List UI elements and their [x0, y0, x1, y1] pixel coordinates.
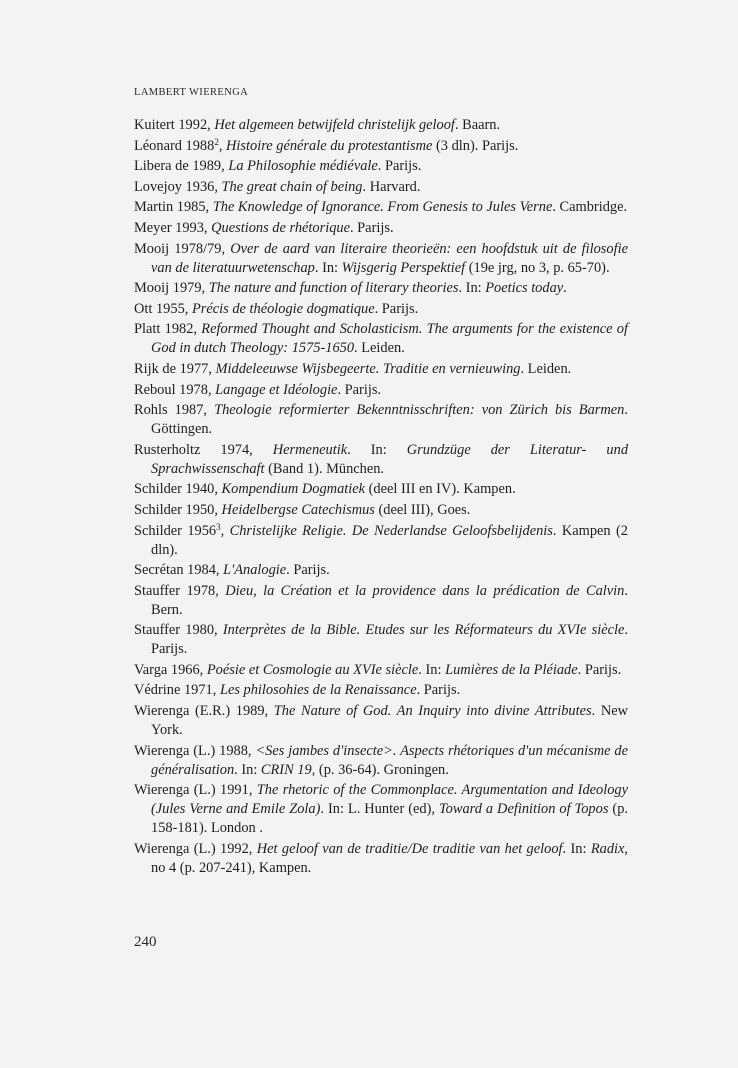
entry-text: Ott 1955, [134, 300, 192, 317]
entry-title: Christelijke Religie. De Nederlandse Geloofsbelijdenis [229, 522, 553, 539]
bibliography-entry [134, 501, 628, 520]
entry-text: , no 4 (p. 207-241), Kampen. [151, 840, 629, 876]
bibliography-entry [134, 661, 628, 680]
entry-text: . Baarn. [454, 117, 501, 133]
entry-text: Stauffer 1980, [134, 622, 223, 639]
entry-text: . Parijs. [151, 622, 628, 658]
edition-superscript: 3 [216, 521, 221, 532]
bibliography-entry [134, 137, 628, 156]
bibliography-entry [134, 480, 628, 499]
bibliography-entry [134, 840, 628, 878]
entry-title: Reformed Thought and Scholasticism. The arguments for the existence of God in dutch Theology: 1575-1650 [151, 321, 628, 357]
entry-text: Rijk de 1977, [134, 360, 216, 377]
entry-text: . Bern. [151, 582, 628, 618]
entry-text: . In: [562, 840, 591, 857]
entry-title: The nature and function of literary theories [208, 280, 459, 297]
entry-text: Wierenga (L.) 1992, [134, 840, 257, 857]
entry-text: . Parijs. [577, 661, 622, 678]
entry-text: . [563, 280, 567, 297]
bibliography-entry [134, 401, 628, 439]
bibliography-entry [134, 561, 628, 580]
bibliography-entry [134, 219, 628, 238]
bibliography-entry [134, 178, 628, 197]
entry-text: Libera de 1989, [134, 158, 229, 175]
bibliography-entry [134, 116, 628, 135]
entry-text: (Band 1). München. [264, 460, 385, 477]
entry-title: Het algemeen betwijfeld christelijk geloof [214, 117, 455, 133]
entry-text: Wierenga (E.R.) 1989, [134, 703, 274, 720]
entry-text: , (p. 36-64). Groningen. [311, 761, 449, 778]
entry-title: <Ses jambes d'insecte>. Aspects rhétoriques d'un mécanisme de généralisation [151, 742, 628, 778]
entry-text: . In: [314, 259, 342, 276]
entry-text: . Leiden. [354, 340, 405, 357]
entry-text: . Parijs. [374, 300, 419, 317]
entry-text: Léonard 1988 [134, 137, 215, 154]
entry-title: Theologie reformierter Bekenntnisschriften: von Zürich bis Barmen [214, 402, 625, 419]
bibliography-entry [134, 240, 628, 278]
entry-title: Précis de théologie dogmatique [191, 300, 375, 317]
entry-title: Interprètes de la Bible. Etudes sur les Réformateurs du XVIe siècle [222, 622, 625, 639]
entry-text: Védrine 1971, [134, 682, 220, 699]
entry-text: . Parijs. [286, 562, 330, 579]
entry-title: Het geloof van de traditie/De traditie van het geloof [256, 840, 563, 857]
entry-title: Over de aard van literaire theorieën: een hoofdstuk uit de filosofie van de literatuurwetenschap [151, 240, 628, 276]
entry-title: The rhetoric of the Commonplace. Argumentation and Ideology (Jules Verne and Emile Zola) [151, 782, 628, 818]
entry-text: , [220, 522, 230, 539]
bibliography-entry [134, 198, 628, 217]
entry-title: Hermeneutik [272, 441, 348, 458]
entry-text: Secrétan 1984, [134, 562, 224, 579]
entry-title: La Philosophie médiévale [228, 158, 378, 175]
bibliography-entry [134, 279, 628, 298]
entry-text: Mooij 1979, [134, 280, 209, 297]
entry-text: . In: [234, 761, 261, 778]
entry-text: Kuitert 1992, [134, 117, 215, 133]
entry-title: Histoire générale du protestantisme [226, 137, 433, 154]
entry-title: Kompendium Dogmatiek [221, 481, 366, 498]
entry-text: . Harvard. [362, 178, 421, 195]
entry-title: L'Analogie [223, 562, 287, 579]
entry-text: Schilder 1950, [134, 501, 222, 518]
entry-text: . In: [458, 280, 486, 297]
bibliography-entry [134, 582, 628, 620]
entry-text: , [218, 137, 227, 154]
bibliography-entry [134, 157, 628, 176]
entry-text: (p. 158-181). London . [151, 801, 629, 837]
entry-text: Rohls 1987, [134, 402, 215, 419]
bibliography-entry [134, 681, 628, 700]
bibliography-entry [134, 742, 628, 780]
entry-title: Grundzüge der Literatur- und Sprachwissenschaft [151, 441, 629, 477]
entry-text: . Cambridge. [552, 199, 628, 216]
bibliography-entry [134, 300, 628, 319]
entry-text: (deel III en IV). Kampen. [365, 481, 516, 498]
entry-text: Stauffer 1978, [134, 582, 226, 599]
page-number: 240 [134, 934, 157, 950]
entry-text: Platt 1982, [134, 321, 202, 338]
entry-text: . Parijs. [377, 158, 422, 175]
entry-text: . New York. [151, 703, 628, 739]
entry-text: (deel III), Goes. [374, 501, 471, 518]
bibliography-entry [134, 522, 628, 560]
entry-text: Schilder 1956 [134, 522, 217, 539]
bibliography-entry [134, 781, 628, 838]
bibliography-entry [134, 381, 628, 400]
entry-text: . Parijs. [349, 219, 394, 236]
entry-text: . In: [347, 441, 407, 458]
entry-title: The Nature of God. An Inquiry into divine Attributes [273, 703, 592, 720]
entry-title: Dieu, la Création et la providence dans la prédication de Calvin [225, 582, 625, 599]
entry-text: . In: [418, 661, 446, 678]
entry-title: CRIN 19 [260, 761, 312, 778]
entry-text: (19e jrg, no 3, p. 65-70). [465, 259, 610, 276]
entry-title: Poetics today [485, 280, 564, 297]
bibliography-entry [134, 702, 628, 740]
entry-title: Heidelbergse Catechismus [221, 501, 375, 518]
entry-text: . Kampen (2 dln). [151, 522, 628, 558]
entry-text: . Göttingen. [151, 402, 628, 438]
entry-title: Middeleeuwse Wijsbegeerte. Traditie en vernieuwing [215, 360, 521, 377]
entry-title: Wijsgerig Perspektief [341, 259, 466, 276]
entry-title: Questions de rhétorique [211, 219, 350, 236]
entry-title: Les philosohies de la Renaissance [219, 682, 417, 699]
entry-text: Wierenga (L.) 1988, [134, 742, 256, 759]
entry-title: Toward a Definition of Topos [438, 801, 609, 818]
bibliography-entry [134, 360, 628, 379]
entry-text: Wierenga (L.) 1991, [134, 782, 257, 799]
bibliography-entry [134, 441, 628, 479]
entry-title: Poésie et Cosmologie au XVIe siècle [206, 661, 419, 678]
bibliography-entry [134, 320, 628, 358]
entry-text: Lovejoy 1936, [134, 178, 222, 195]
entry-text: (3 dln). Parijs. [432, 137, 519, 154]
entry-text: Meyer 1993, [134, 219, 212, 236]
bibliography-entry [134, 621, 628, 659]
entry-text: Martin 1985, [134, 199, 213, 216]
edition-superscript: 2 [214, 136, 219, 147]
entry-text: Mooij 1978/79, [134, 240, 231, 257]
entry-text: . Parijs. [416, 682, 461, 699]
bibliography-list [134, 116, 628, 879]
entry-text: . Parijs. [337, 381, 382, 398]
entry-title: Langage et Idéologie [215, 381, 338, 398]
entry-title: The Knowledge of Ignorance. From Genesis to Jules Verne [212, 199, 553, 216]
entry-title: Lumières de la Pléiade [445, 661, 578, 678]
entry-text: Varga 1966, [134, 661, 207, 678]
entry-text: Rusterholtz 1974, [134, 441, 273, 458]
entry-text: . In: L. Hunter (ed), [320, 801, 439, 818]
entry-text: Schilder 1940, [134, 481, 222, 498]
entry-text: . Leiden. [520, 360, 572, 377]
entry-text: Reboul 1978, [134, 381, 216, 398]
entry-title: The great chain of being [221, 178, 363, 195]
running-head: LAMBERT WIERENGA [134, 87, 249, 98]
entry-title: Radix [590, 840, 625, 857]
